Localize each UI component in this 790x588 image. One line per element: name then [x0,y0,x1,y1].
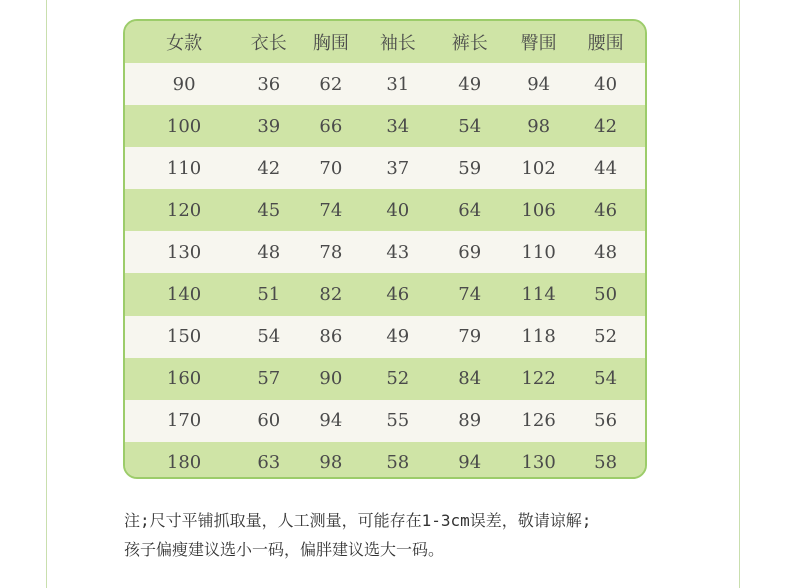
table-cell: 43 [386,241,410,263]
table-cell: 170 [166,410,202,432]
table-cell: 48 [257,241,281,263]
table-cell: 130 [521,452,556,474]
table-cell: 94 [527,73,551,95]
table-cell: 110 [166,157,202,179]
table-cell: 58 [594,452,618,474]
table-cell: 66 [319,115,343,137]
table-cell: 69 [458,241,482,263]
table-cell: 55 [386,410,410,432]
table-cell: 45 [257,199,281,221]
table-cell: 79 [458,326,482,348]
table-cell: 89 [458,410,482,432]
header-cell: 胸围 [312,33,349,54]
table-cell: 39 [257,115,281,137]
table-row [125,147,645,189]
table-cell: 48 [594,241,618,263]
frame-left-line [46,0,47,588]
table-header-row [125,21,645,63]
header-cell: 女款 [166,33,203,54]
header-cell: 臀围 [520,33,557,54]
table-cell: 42 [594,115,618,137]
table-row [125,273,645,315]
size-notes [124,506,591,564]
table-cell: 37 [386,157,410,179]
table-cell: 150 [166,326,202,348]
table-cell: 120 [166,199,202,221]
table-cell: 110 [521,241,556,263]
table-cell: 100 [166,115,202,137]
table-row [125,442,645,479]
table-cell: 54 [594,368,618,390]
header-cell: 裤长 [451,33,488,54]
table-cell: 84 [458,368,482,390]
table-cell: 62 [319,73,343,95]
table-cell: 98 [527,115,551,137]
size-chart-table [123,19,647,479]
table-cell: 118 [521,326,556,348]
table-cell: 114 [521,284,556,306]
table-cell: 36 [257,73,281,95]
table-cell: 94 [319,410,343,432]
table-cell: 98 [319,452,343,474]
table-cell: 82 [319,284,343,306]
table-cell: 106 [521,199,556,221]
table-row [125,316,645,358]
table-cell: 90 [319,368,343,390]
table-cell: 51 [257,284,281,306]
table-cell: 58 [386,452,410,474]
table-cell: 70 [319,157,343,179]
table-row [125,189,645,231]
table-cell: 56 [594,410,618,432]
table-cell: 60 [257,410,281,432]
note-line-1: 注;尺寸平铺抓取量，人工测量，可能存在1-3cm误差，敬请谅解; [124,511,592,530]
table-cell: 130 [166,241,202,263]
table-cell: 64 [458,199,482,221]
table-cell: 160 [166,368,202,390]
table-cell: 46 [594,199,618,221]
table-cell: 180 [166,452,202,474]
table-cell: 42 [257,157,281,179]
table-cell: 49 [386,326,410,348]
table-row [125,105,645,147]
table-cell: 54 [257,326,281,348]
header-cell: 腰围 [587,33,624,54]
table-cell: 34 [386,115,410,137]
table-cell: 57 [257,368,281,390]
table-cell: 50 [594,284,618,306]
table-cell: 54 [458,115,482,137]
table-cell: 31 [386,73,410,95]
table-cell: 126 [521,410,556,432]
table-cell: 90 [172,73,196,95]
header-cell: 衣长 [250,33,287,54]
table-cell: 40 [594,73,618,95]
table-cell: 59 [458,157,482,179]
table-cell: 94 [458,452,482,474]
frame-right-line [739,0,740,588]
table-cell: 52 [386,368,410,390]
table-row [125,400,645,442]
table-cell: 122 [521,368,556,390]
table-cell: 102 [521,157,556,179]
table-cell: 140 [166,284,202,306]
table-cell: 74 [319,199,343,221]
table-cell: 78 [319,241,343,263]
table-row [125,358,645,400]
table-cell: 86 [319,326,343,348]
table-cell: 74 [458,284,482,306]
table-cell: 63 [257,452,281,474]
table-cell: 52 [594,326,618,348]
table-cell: 44 [594,157,618,179]
header-cell: 袖长 [379,33,416,54]
table-cell: 40 [386,199,410,221]
note-line-2: 孩子偏瘦建议选小一码，偏胖建议选大一码。 [124,540,445,559]
table-cell: 46 [386,284,410,306]
table-row [125,63,645,105]
table-body [125,63,645,479]
table-cell: 49 [458,73,482,95]
table-row [125,231,645,273]
